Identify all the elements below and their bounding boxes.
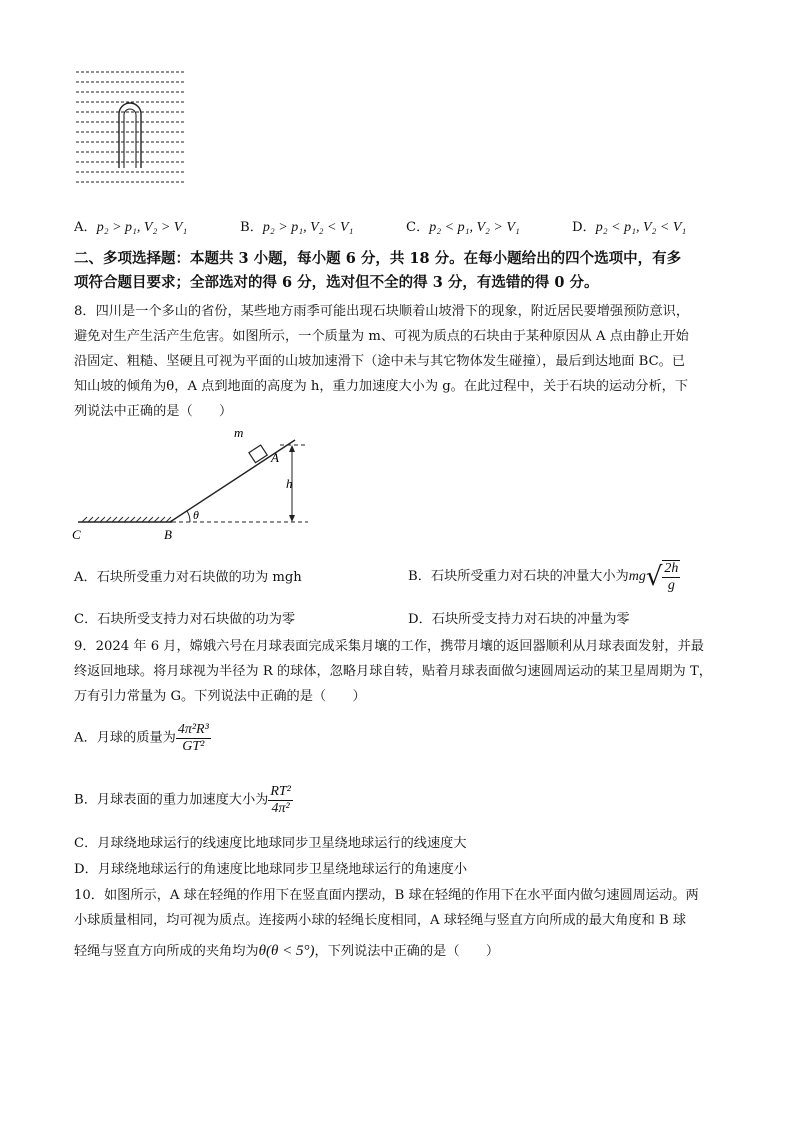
q9-option-c[interactable]: C．月球绕地球运行的线速度比地球同步卫星绕地球运行的线速度大 [74, 836, 467, 851]
section2-heading-line2: 项符合题目要求；全部选对的得 6 分，选对但不全的得 3 分，有选错的得 0 分。 [74, 274, 599, 291]
section2-heading-line1: 二、多项选择题：本题共 3 小题，每小题 6 分，共 18 分。在每小题给出的四个选项中，有多 [74, 250, 682, 267]
label-c: C [72, 527, 81, 542]
q7-figure [74, 68, 189, 193]
q8-text-line3: 沿固定、粗糙、坚硬且可视为平面的山坡加速滑下（途中未与其它物体发生碰撞），最后到达地面 BC。已 [74, 354, 686, 369]
q8-text-line4: 知山坡的倾角为θ，A 点到地面的高度为 h，重力加速度大小为 g。在此过程中，关于石块的运动分析，下 [74, 379, 689, 394]
q8-option-a[interactable]: A．石块所受重力对石块做的功为 mgh [74, 570, 302, 585]
q9-text-line1: 9．2024 年 6 月，嫦娥六号在月球表面完成采集月壤的工作，携带月壤的返回器顺利从月球表面发射，并最 [74, 639, 704, 654]
label-b: B [164, 527, 172, 542]
q7-option-c[interactable]: C．p₂ < p₁, V₂ > V₁ [406, 220, 520, 235]
q8-text-line5: 列说法中正确的是（ ） [74, 404, 233, 419]
q8-text-line1: 8．四川是一个多山的省份，某些地方雨季可能出现石块顺着山坡滑下的现象，附近居民要增强预防意识， [74, 304, 690, 319]
q8-slope-figure [70, 425, 320, 545]
label-h: h [286, 476, 293, 491]
q8-option-c[interactable]: C．石块所受支持力对石块做的功为零 [74, 612, 296, 627]
q10-text-line1: 10．如图所示，A 球在轻绳的作用下在竖直面内摆动，B 球在轻绳的作用下在水平面内做匀速圆周运动。两 [74, 888, 699, 903]
q9-option-a[interactable]: A．月球的质量为 $\frac{\text{4π²R³}}{\text{GT²}}$ [74, 722, 209, 754]
q7-option-a[interactable]: A．p₂ > p₁, V₂ > V₁ [74, 220, 188, 235]
q8-option-d[interactable]: D．石块所受支持力对石块的冲量为零 [408, 612, 630, 627]
sqrt-icon: √ [645, 562, 663, 592]
q10-text-line2: 小球质量相同，均可视为质点。连接两小球的轻绳长度相同，A 球轻绳与竖直方向所成的最大角度和 B 球 [74, 913, 687, 928]
label-theta: θ [193, 508, 199, 522]
u-tube-inner [124, 109, 136, 168]
q9-option-b[interactable]: B．月球表面的重力加速度大小为 $\frac{\text{RT²}}{\text{4π²}}$ [74, 784, 291, 816]
label-a: A [271, 450, 279, 465]
q9-text-line2: 终返回地球。将月球视为半径为 R 的球体，忽略月球自转，贴着月球表面做匀速圆周运动的某卫星周期为 T， [74, 664, 712, 679]
q8-text-line2: 避免对生产生活产生危害。如图所示，一个质量为 m、可视为质点的石块由于某种原因从 A 点由静止开始 [74, 329, 689, 344]
q7-option-b[interactable]: B．p₂ > p₁, V₂ < V₁ [240, 220, 354, 235]
label-m: m [234, 425, 244, 440]
q10-text-line3: 轻绳与竖直方向所成的夹角均为θ(θ < 5°)，下列说法中正确的是（ ） [74, 943, 500, 959]
q9-option-d[interactable]: D．月球绕地球运行的角速度比地球同步卫星绕地球运行的角速度小 [74, 862, 468, 877]
q9-text-line3: 万有引力常量为 G。下列说法中正确的是（ ） [74, 689, 366, 704]
u-tube-outer [119, 103, 141, 168]
q7-option-d[interactable]: D．p₂ < p₁, V₂ < V₁ [572, 220, 687, 235]
q8-option-b[interactable]: B．石块所受重力对石块的冲量大小为mg√ $\frac{2h}{g}$ [408, 561, 679, 593]
